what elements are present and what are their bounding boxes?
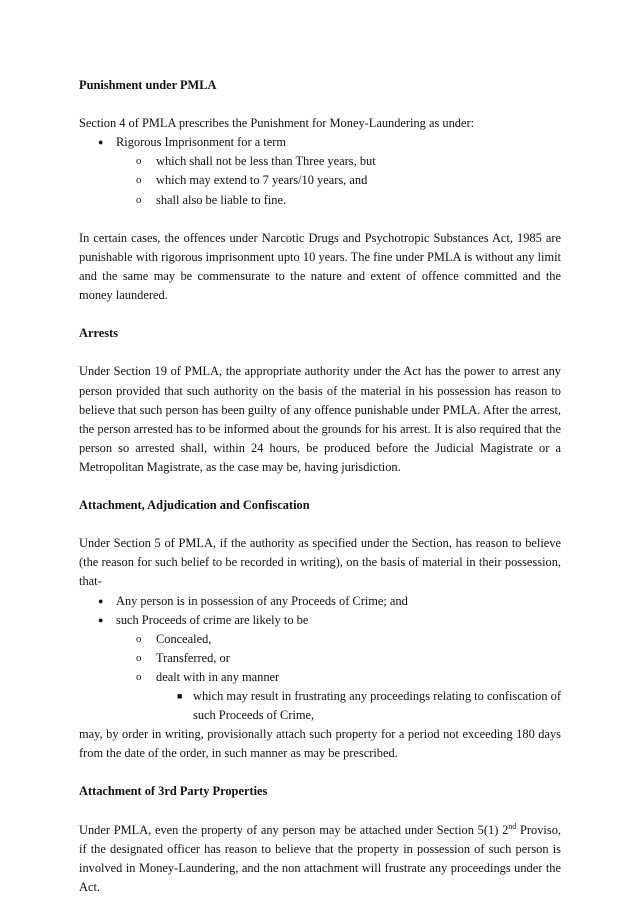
attachment-intro: Under Section 5 of PMLA, if the authority as specified under the Section, has reason to believe (the reason for such belief to be recorded in writing), on the basis of material in their possession, that-	[79, 536, 561, 589]
list-item: ● such Proceeds of crime are likely to be	[79, 611, 561, 630]
list-item: o which shall not be less than Three years, but	[79, 152, 561, 171]
circle-bullet-icon: o	[136, 632, 142, 645]
punishment-paragraph: In certain cases, the offences under Narcotic Drugs and Psychotropic Substances Act, 1985 are punishable with rigorous imprisonment upto 10 years. The fine under PMLA is without any limit and the same may be commensurate to the nature and extent of offence committed and the money laundered.	[79, 230, 561, 303]
list-item: ● Any person is in possession of any Proceeds of Crime; and	[79, 592, 561, 611]
list-item: o shall also be liable to fine.	[79, 191, 561, 210]
list-item: ● Rigorous Imprisonment for a term	[79, 133, 561, 152]
document-page	[79, 76, 561, 897]
section-heading-punishment: Punishment under PMLA	[79, 78, 217, 92]
bullet-icon: ●	[98, 137, 104, 148]
circle-bullet-icon: o	[136, 155, 142, 168]
list-item: o dealt with in any manner	[79, 668, 561, 687]
section-heading-attachment: Attachment, Adjudication and Confiscation	[79, 498, 310, 513]
bullet-icon: ●	[98, 595, 104, 606]
circle-bullet-icon: o	[136, 193, 142, 206]
square-bullet-icon: ■	[177, 691, 183, 701]
list-item: o Concealed,	[79, 630, 561, 649]
attachment-closing: may, by order in writing, provisionally attach such property for a period not exceeding 180 days from the date of the order, in such manner as may be prescribed.	[79, 727, 561, 761]
section-heading-arrests: Arrests	[79, 326, 118, 341]
bullet-icon: ●	[98, 614, 104, 625]
section-heading-third-party: Attachment of 3rd Party Properties	[79, 784, 268, 799]
punishment-intro: Section 4 of PMLA prescribes the Punishment for Money-Laundering as under:	[79, 116, 475, 131]
list-item: ■ which may result in frustrating any proceedings relating to confiscation of such Proceeds of Crime,	[177, 689, 561, 723]
attachment-list	[79, 592, 561, 726]
third-party-paragraph: Under PMLA, even the property of any person may be attached under Section 5(1) 2nd Proviso, if the designated officer has reason to believe that the property in possession of such person is involved in Money-Laundering, and the non attachment will frustrate any proceedings under the Act.	[79, 821, 561, 894]
list-item: o Transferred, or	[79, 649, 561, 668]
circle-bullet-icon: o	[136, 670, 142, 683]
circle-bullet-icon: o	[136, 651, 142, 664]
list-item: o which may extend to 7 years/10 years, and	[79, 171, 561, 190]
punishment-list	[79, 133, 561, 209]
arrests-paragraph: Under Section 19 of PMLA, the appropriate authority under the Act has the power to arrest any person provided that such authority on the basis of the material in his possession has reason to believe that such person has been guilty of any offence punishable under PMLA. After the arrest, the person arrested has to be informed about the grounds for his arrest. It is also required that the person so arrested shall, within 24 hours, be produced before the Judicial Magistrate or a Metropolitan Magistrate, as the case may be, having jurisdiction.	[79, 364, 561, 474]
circle-bullet-icon: o	[136, 174, 142, 187]
